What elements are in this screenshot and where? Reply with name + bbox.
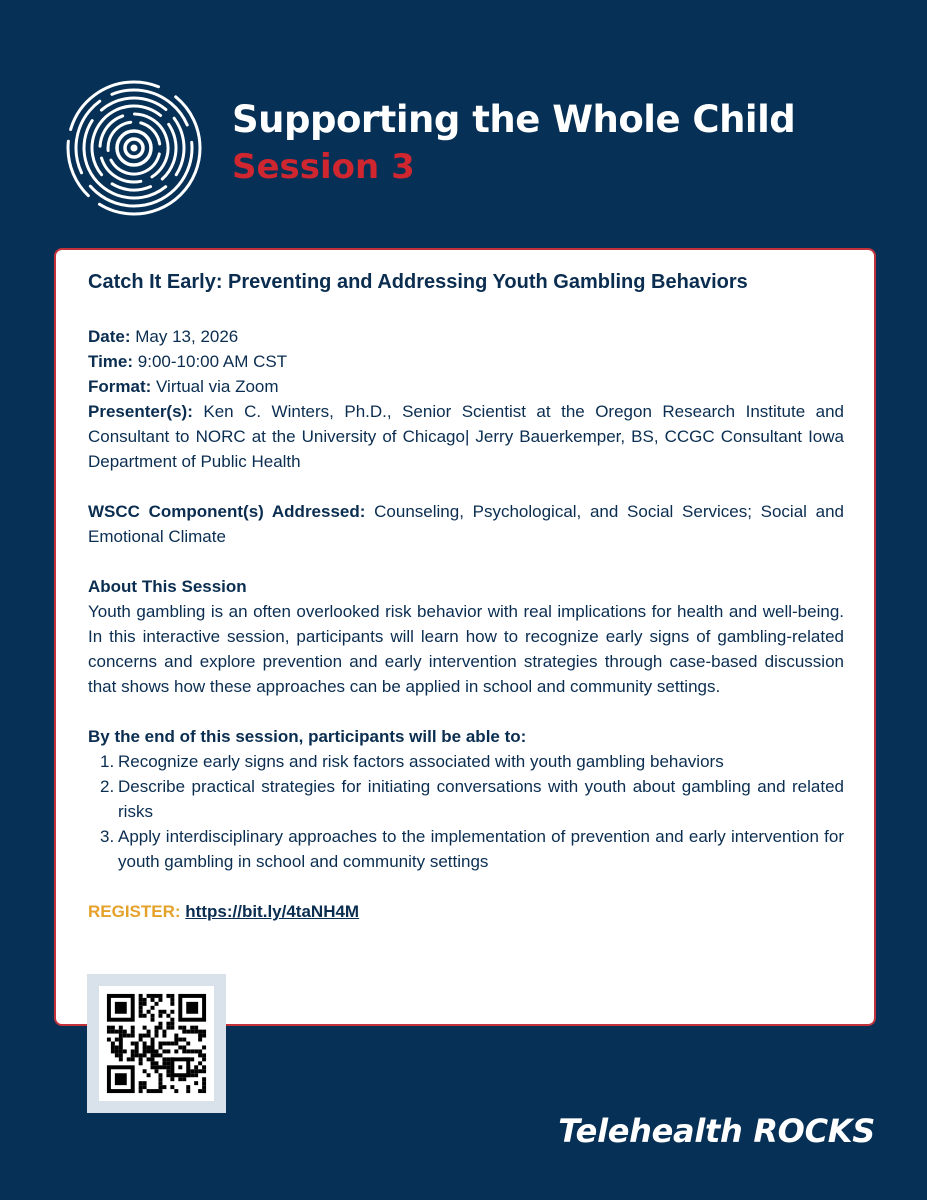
- objectives-heading: By the end of this session, participants will be able to:: [88, 727, 527, 746]
- time-label: Time:: [88, 352, 134, 371]
- session-title: Catch It Early: Preventing and Addressing Youth Gambling Behaviors: [88, 271, 748, 293]
- objective-item: [88, 749, 844, 774]
- format-line: [88, 374, 844, 399]
- time-line: [88, 349, 844, 374]
- wscc-label: WSCC Component(s) Addressed:: [88, 502, 366, 521]
- session-card: [54, 248, 876, 1026]
- objective-number: 2.: [100, 777, 115, 796]
- session-number: Session 3: [232, 147, 415, 187]
- presenters-value: Ken C. Winters, Ph.D., Senior Scientist at the Oregon Research Institute and Consultant to NORC at the University of Chicago| Jerry Bauerkemper, BS, CCGC Consultant Iowa Department of Public Health: [88, 402, 844, 471]
- objective-text: Recognize early signs and risk factors associated with youth gambling behaviors: [118, 752, 724, 771]
- concentric-circles-logo: [64, 78, 204, 218]
- objective-number: 1.: [100, 752, 115, 771]
- register-link[interactable]: https://bit.ly/4taNH4M: [185, 902, 360, 921]
- objective-item: [88, 824, 844, 874]
- register-line: [88, 899, 844, 924]
- date-line: [88, 324, 844, 349]
- about-heading: About This Session: [88, 577, 247, 596]
- header: [232, 96, 795, 190]
- format-value: Virtual via Zoom: [156, 377, 279, 396]
- objective-number: 3.: [100, 827, 115, 846]
- about-text: Youth gambling is an often overlooked risk behavior with real implications for health and well-being. In this interactive session, participants will learn how to recognize early signs of gambling-related concerns and explore prevention and early intervention strategies through case-based discussion that shows how these approaches can be applied in school and community settings.: [88, 602, 844, 696]
- objective-text: Apply interdisciplinary approaches to the implementation of prevention and early intervention for youth gambling in school and community settings: [118, 827, 844, 871]
- qr-code-frame: [87, 974, 226, 1113]
- objectives-list: [88, 749, 844, 874]
- register-label: REGISTER:: [88, 902, 181, 921]
- session-details: [88, 268, 844, 924]
- date-value: May 13, 2026: [135, 327, 239, 346]
- wscc-line: [88, 499, 844, 549]
- objective-text: Describe practical strategies for initiating conversations with youth about gambling and related risks: [118, 777, 844, 821]
- time-value: 9:00-10:00 AM CST: [137, 352, 288, 371]
- page-title: Supporting the Whole Child: [232, 98, 796, 141]
- date-label: Date:: [88, 327, 131, 346]
- qr-code-icon[interactable]: [99, 986, 214, 1101]
- format-label: Format:: [88, 377, 152, 396]
- brand-logo: Telehealth ROCKS: [558, 1112, 875, 1150]
- wscc-value: Counseling, Psychological, and Social Services; Social and Emotional Climate: [88, 502, 844, 546]
- objective-item: [88, 774, 844, 824]
- presenters-label: Presenter(s):: [88, 402, 193, 421]
- presenters-line: [88, 399, 844, 474]
